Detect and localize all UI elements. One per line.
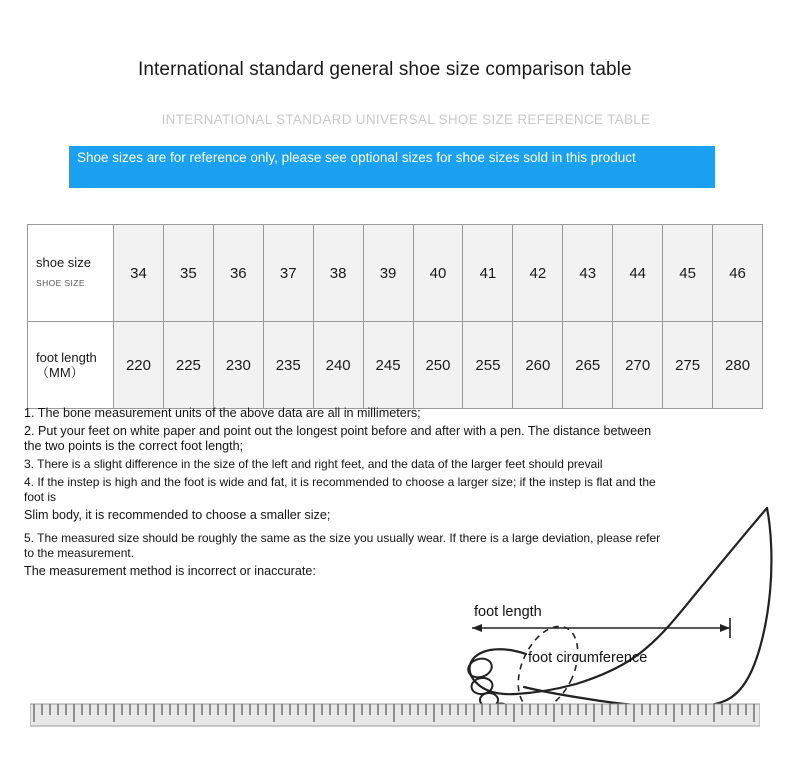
cell-shoe-size: 35 bbox=[163, 225, 213, 322]
foot-length-label: foot length bbox=[474, 604, 542, 620]
table-row-foot-length bbox=[28, 322, 763, 409]
ruler-graphic bbox=[30, 690, 760, 732]
size-comparison-table bbox=[27, 224, 763, 409]
page-title: International standard general shoe size comparison table bbox=[138, 59, 632, 80]
foot-outline-bottom bbox=[524, 508, 771, 707]
cell-foot-length: 220 bbox=[114, 322, 164, 409]
cell-foot-length: 255 bbox=[463, 322, 513, 409]
cell-foot-length: 280 bbox=[713, 322, 763, 409]
reference-banner: Shoe sizes are for reference only, please see optional sizes for shoe sizes sold in this product bbox=[69, 146, 715, 188]
row-header-foot-length-main: foot length（MM） bbox=[36, 350, 97, 380]
size-table-container bbox=[27, 224, 763, 409]
note-item: 3. There is a slight difference in the size of the left and right feet, and the data of the larger feet should prevail bbox=[24, 457, 603, 471]
cell-foot-length: 245 bbox=[363, 322, 413, 409]
note-item: 2. Put your feet on white paper and point out the longest point before and after with a pen. The distance between the two points is the correct foot length; bbox=[24, 424, 652, 453]
cell-shoe-size: 43 bbox=[563, 225, 613, 322]
note-item: 5. The measured size should be roughly the same as the size you usually wear. If there is a large deviation, please refer to the measurement. bbox=[24, 531, 661, 560]
note-item: The measurement method is incorrect or inaccurate: bbox=[24, 564, 316, 578]
cell-shoe-size: 41 bbox=[463, 225, 513, 322]
cell-shoe-size: 39 bbox=[363, 225, 413, 322]
cell-shoe-size: 42 bbox=[513, 225, 563, 322]
cell-shoe-size: 40 bbox=[413, 225, 463, 322]
page-subtitle: INTERNATIONAL STANDARD UNIVERSAL SHOE SIZE REFERENCE TABLE bbox=[161, 112, 651, 127]
cell-shoe-size: 38 bbox=[313, 225, 363, 322]
cell-foot-length: 265 bbox=[563, 322, 613, 409]
table-row-shoe-size bbox=[28, 225, 763, 322]
cell-shoe-size: 36 bbox=[213, 225, 263, 322]
cell-foot-length: 260 bbox=[513, 322, 563, 409]
foot-length-arrow-right bbox=[720, 624, 730, 632]
cell-foot-length: 225 bbox=[163, 322, 213, 409]
foot-length-arrow-left bbox=[472, 624, 482, 632]
row-header-foot-length bbox=[28, 322, 114, 409]
cell-foot-length: 240 bbox=[313, 322, 363, 409]
cell-shoe-size: 44 bbox=[613, 225, 663, 322]
foot-circumference-label: foot circumference bbox=[528, 650, 648, 666]
foot-outline-top bbox=[469, 508, 767, 694]
row-header-shoe-size-main: shoe size bbox=[36, 255, 91, 270]
row-header-shoe-size-sub: SHOE SIZE bbox=[36, 278, 85, 288]
cell-foot-length: 230 bbox=[213, 322, 263, 409]
note-item: Slim body, it is recommended to choose a smaller size; bbox=[24, 508, 331, 522]
cell-foot-length: 275 bbox=[663, 322, 713, 409]
note-item: 4. If the instep is high and the foot is wide and fat, it is recommended to choose a larger size; if the instep is flat and the foot is bbox=[24, 475, 656, 504]
cell-foot-length: 235 bbox=[263, 322, 313, 409]
cell-foot-length: 250 bbox=[413, 322, 463, 409]
row-header-shoe-size bbox=[28, 225, 114, 322]
note-item: 1. The bone measurement units of the above data are all in millimeters; bbox=[24, 406, 421, 420]
cell-shoe-size: 37 bbox=[263, 225, 313, 322]
cell-shoe-size: 45 bbox=[663, 225, 713, 322]
cell-shoe-size: 46 bbox=[713, 225, 763, 322]
cell-foot-length: 270 bbox=[613, 322, 663, 409]
cell-shoe-size: 34 bbox=[114, 225, 164, 322]
